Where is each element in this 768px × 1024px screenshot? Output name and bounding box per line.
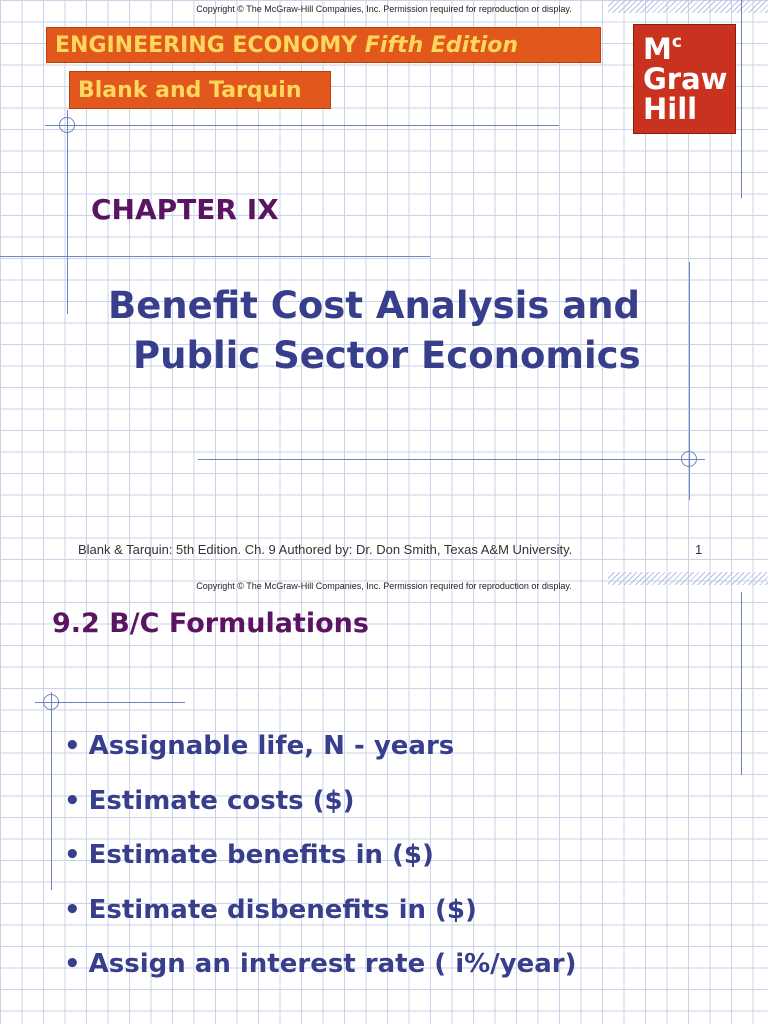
slide-2 (0, 572, 768, 1024)
authors: Blank and Tarquin (78, 78, 302, 103)
list-item-text: Assign an interest rate ( i%/year) (88, 949, 577, 979)
bullet-marker: • (64, 840, 81, 870)
slide-title-line-2: Public Sector Economics (133, 334, 641, 377)
bullet-marker: • (64, 894, 81, 925)
book-title-banner (46, 27, 601, 63)
decor-line (45, 125, 559, 126)
decor-ring (43, 694, 59, 710)
mcgraw-hill-logo: $M^c$ Graw Hill (633, 24, 736, 134)
decor-line (67, 110, 68, 314)
list-item (64, 945, 577, 1000)
list-item-text: Assignable life, N - years (88, 731, 455, 761)
list-item (64, 836, 577, 891)
book-title: ENGINEERING ECONOMY (55, 33, 358, 58)
authors-banner (69, 71, 331, 109)
chapter-heading: CHAPTER IX (91, 193, 279, 226)
copyright-notice: Copyright © The McGraw-Hill Companies, Inc. Permission required for reproduction or display. (196, 581, 572, 591)
bullet-marker: • (64, 785, 81, 816)
book-edition: Fifth Edition (364, 33, 519, 58)
footer-credits: Blank & Tarquin: 5th Edition. Ch. 9 Authored by: Dr. Don Smith, Texas A&M University. (78, 542, 573, 557)
list-item (64, 782, 577, 837)
bullet-marker: • (64, 731, 81, 761)
decor-ring (681, 451, 697, 467)
decor-ring (59, 117, 75, 133)
decor-line (0, 256, 430, 257)
decor-line (51, 692, 52, 890)
decor-line (741, 0, 742, 198)
list-item (64, 727, 577, 782)
list-item-text: Estimate costs ($) (88, 785, 355, 816)
list-item-text: Estimate benefits in ($) (88, 840, 434, 870)
section-heading: 9.2 B/C Formulations (52, 608, 369, 639)
page-number: 1 (695, 542, 703, 557)
slide-title-line-1: Benefit Cost Analysis and (108, 284, 641, 327)
decor-line (741, 592, 742, 775)
bullet-marker: • (64, 949, 81, 979)
list-item-text: Estimate disbenefits in ($) (88, 894, 477, 925)
decor-line (198, 459, 705, 460)
bullet-list (64, 727, 577, 1000)
copyright-notice: Copyright © The McGraw-Hill Companies, Inc. Permission required for reproduction or display. (196, 4, 572, 14)
list-item (64, 891, 577, 946)
